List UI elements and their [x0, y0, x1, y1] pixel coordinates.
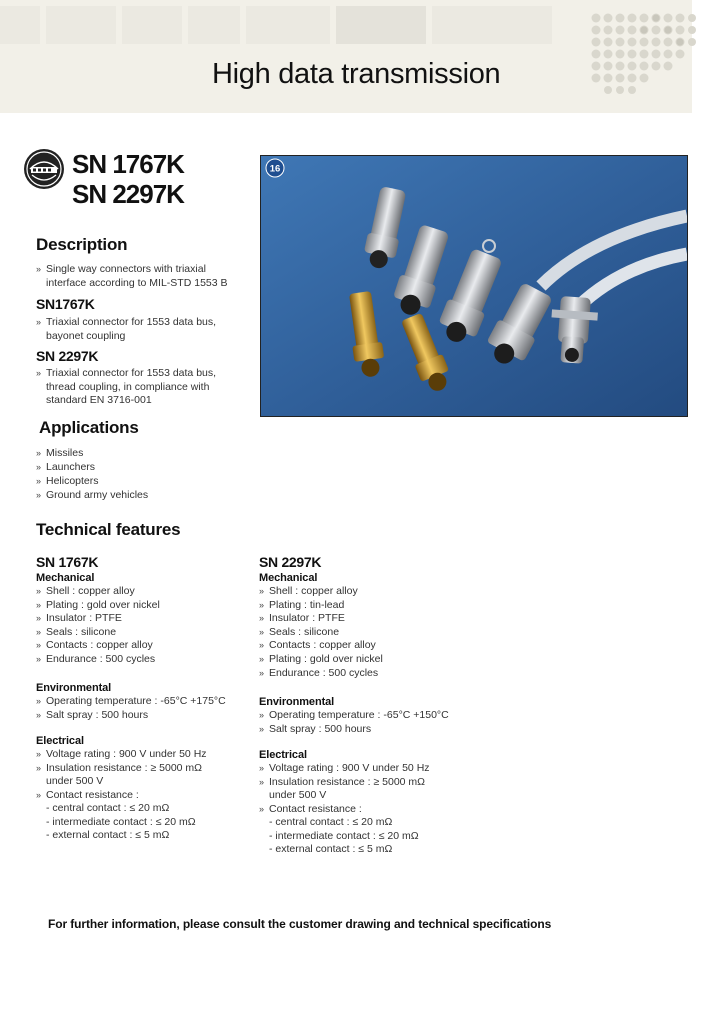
- list-item: » Ground army vehicles: [36, 488, 236, 502]
- connectors-photo-icon: [261, 156, 687, 416]
- list-item: » Seals : silicone: [259, 626, 489, 640]
- tech-right-electrical: [259, 762, 489, 816]
- list-item: » Plating : gold over nickel: [259, 653, 489, 667]
- list-item: » Endurance : 500 cycles: [259, 667, 489, 681]
- applications-heading: Applications: [39, 418, 139, 437]
- tech-right-model: SN 2297K: [259, 554, 322, 570]
- list-item: » Operating temperature : -65°C +175°C: [36, 695, 256, 709]
- product-photo: [260, 155, 688, 417]
- list-item: » Contact resistance :: [259, 803, 489, 817]
- page-title: High data transmission: [212, 58, 501, 90]
- list-item: » Insulator : PTFE: [259, 612, 489, 626]
- tech-right-mechanical-heading: Mechanical: [259, 572, 318, 584]
- model-title-1: SN 1767K: [72, 149, 184, 179]
- item-title-sn1767k: SN1767K: [36, 296, 95, 312]
- list-item: » Insulator : PTFE: [36, 612, 256, 626]
- tech-right-electrical-heading: Electrical: [259, 749, 307, 761]
- list-item: » Salt spray : 500 hours: [36, 709, 256, 723]
- list-item: » Operating temperature : -65°C +150°C: [259, 709, 489, 723]
- list-item: » Insulation resistance : ≥ 5000 mΩ under 500 V: [259, 776, 489, 803]
- footer-note: For further information, please consult the customer drawing and technical specifications: [48, 917, 552, 931]
- list-item: » Endurance : 500 cycles: [36, 653, 256, 667]
- list-item: » Shell : copper alloy: [36, 585, 256, 599]
- list-item: » Salt spray : 500 hours: [259, 723, 489, 737]
- list-item: » Helicopters: [36, 474, 236, 488]
- tech-left-environmental-heading: Environmental: [36, 682, 112, 694]
- model-title-2: SN 2297K: [72, 179, 184, 209]
- tech-left-environmental: [36, 695, 256, 722]
- list-item: » Shell : copper alloy: [259, 585, 489, 599]
- photo-badge: 16: [269, 163, 281, 175]
- list-item: » Missiles: [36, 446, 236, 460]
- list-item: » Contacts : copper alloy: [259, 639, 489, 653]
- tech-right-mechanical: [259, 585, 489, 680]
- tech-left-mechanical: [36, 585, 256, 667]
- list-item: » Voltage rating : 900 V under 50 Hz: [36, 748, 256, 762]
- list-item: » Launchers: [36, 460, 236, 474]
- list-item: » Contact resistance :: [36, 789, 256, 803]
- tech-right-environmental: [259, 709, 489, 736]
- item-title-sn2297k: SN 2297K: [36, 348, 99, 364]
- technical-heading: Technical features: [36, 520, 181, 539]
- tech-left-electrical-heading: Electrical: [36, 735, 84, 747]
- tech-left-electrical: [36, 748, 256, 802]
- item-desc-sn1767k: » Triaxial connector for 1553 data bus, bayonet coupling: [36, 316, 256, 343]
- applications-list: [36, 446, 236, 502]
- list-item: » Voltage rating : 900 V under 50 Hz: [259, 762, 489, 776]
- description-heading: Description: [36, 235, 128, 254]
- list-item: » Seals : silicone: [36, 626, 256, 640]
- company-seal-icon: [22, 147, 66, 191]
- list-item: » Contacts : copper alloy: [36, 639, 256, 653]
- tech-right-environmental-heading: Environmental: [259, 696, 335, 708]
- list-item: » Plating : tin-lead: [259, 599, 489, 613]
- tech-left-contacts: - central contact : ≤ 20 mΩ - intermediate contact : ≤ 20 mΩ - external contact : ≤ 5 mΩ: [46, 802, 196, 842]
- dot-pattern-icon: [588, 10, 696, 100]
- description-intro: » Single way connectors with triaxial interface according to MIL-STD 1553 B: [36, 263, 256, 290]
- tech-left-model: SN 1767K: [36, 554, 99, 570]
- list-item: » Plating : gold over nickel: [36, 599, 256, 613]
- tech-right-contacts: - central contact : ≤ 20 mΩ - intermediate contact : ≤ 20 mΩ - external contact : ≤ 5 mΩ: [269, 816, 419, 856]
- list-item: » Insulation resistance : ≥ 5000 mΩ under 500 V: [36, 762, 256, 789]
- item-desc-sn2297k: » Triaxial connector for 1553 data bus, thread coupling, in compliance with standard EN 3716-001: [36, 367, 256, 408]
- tech-left-mechanical-heading: Mechanical: [36, 572, 95, 584]
